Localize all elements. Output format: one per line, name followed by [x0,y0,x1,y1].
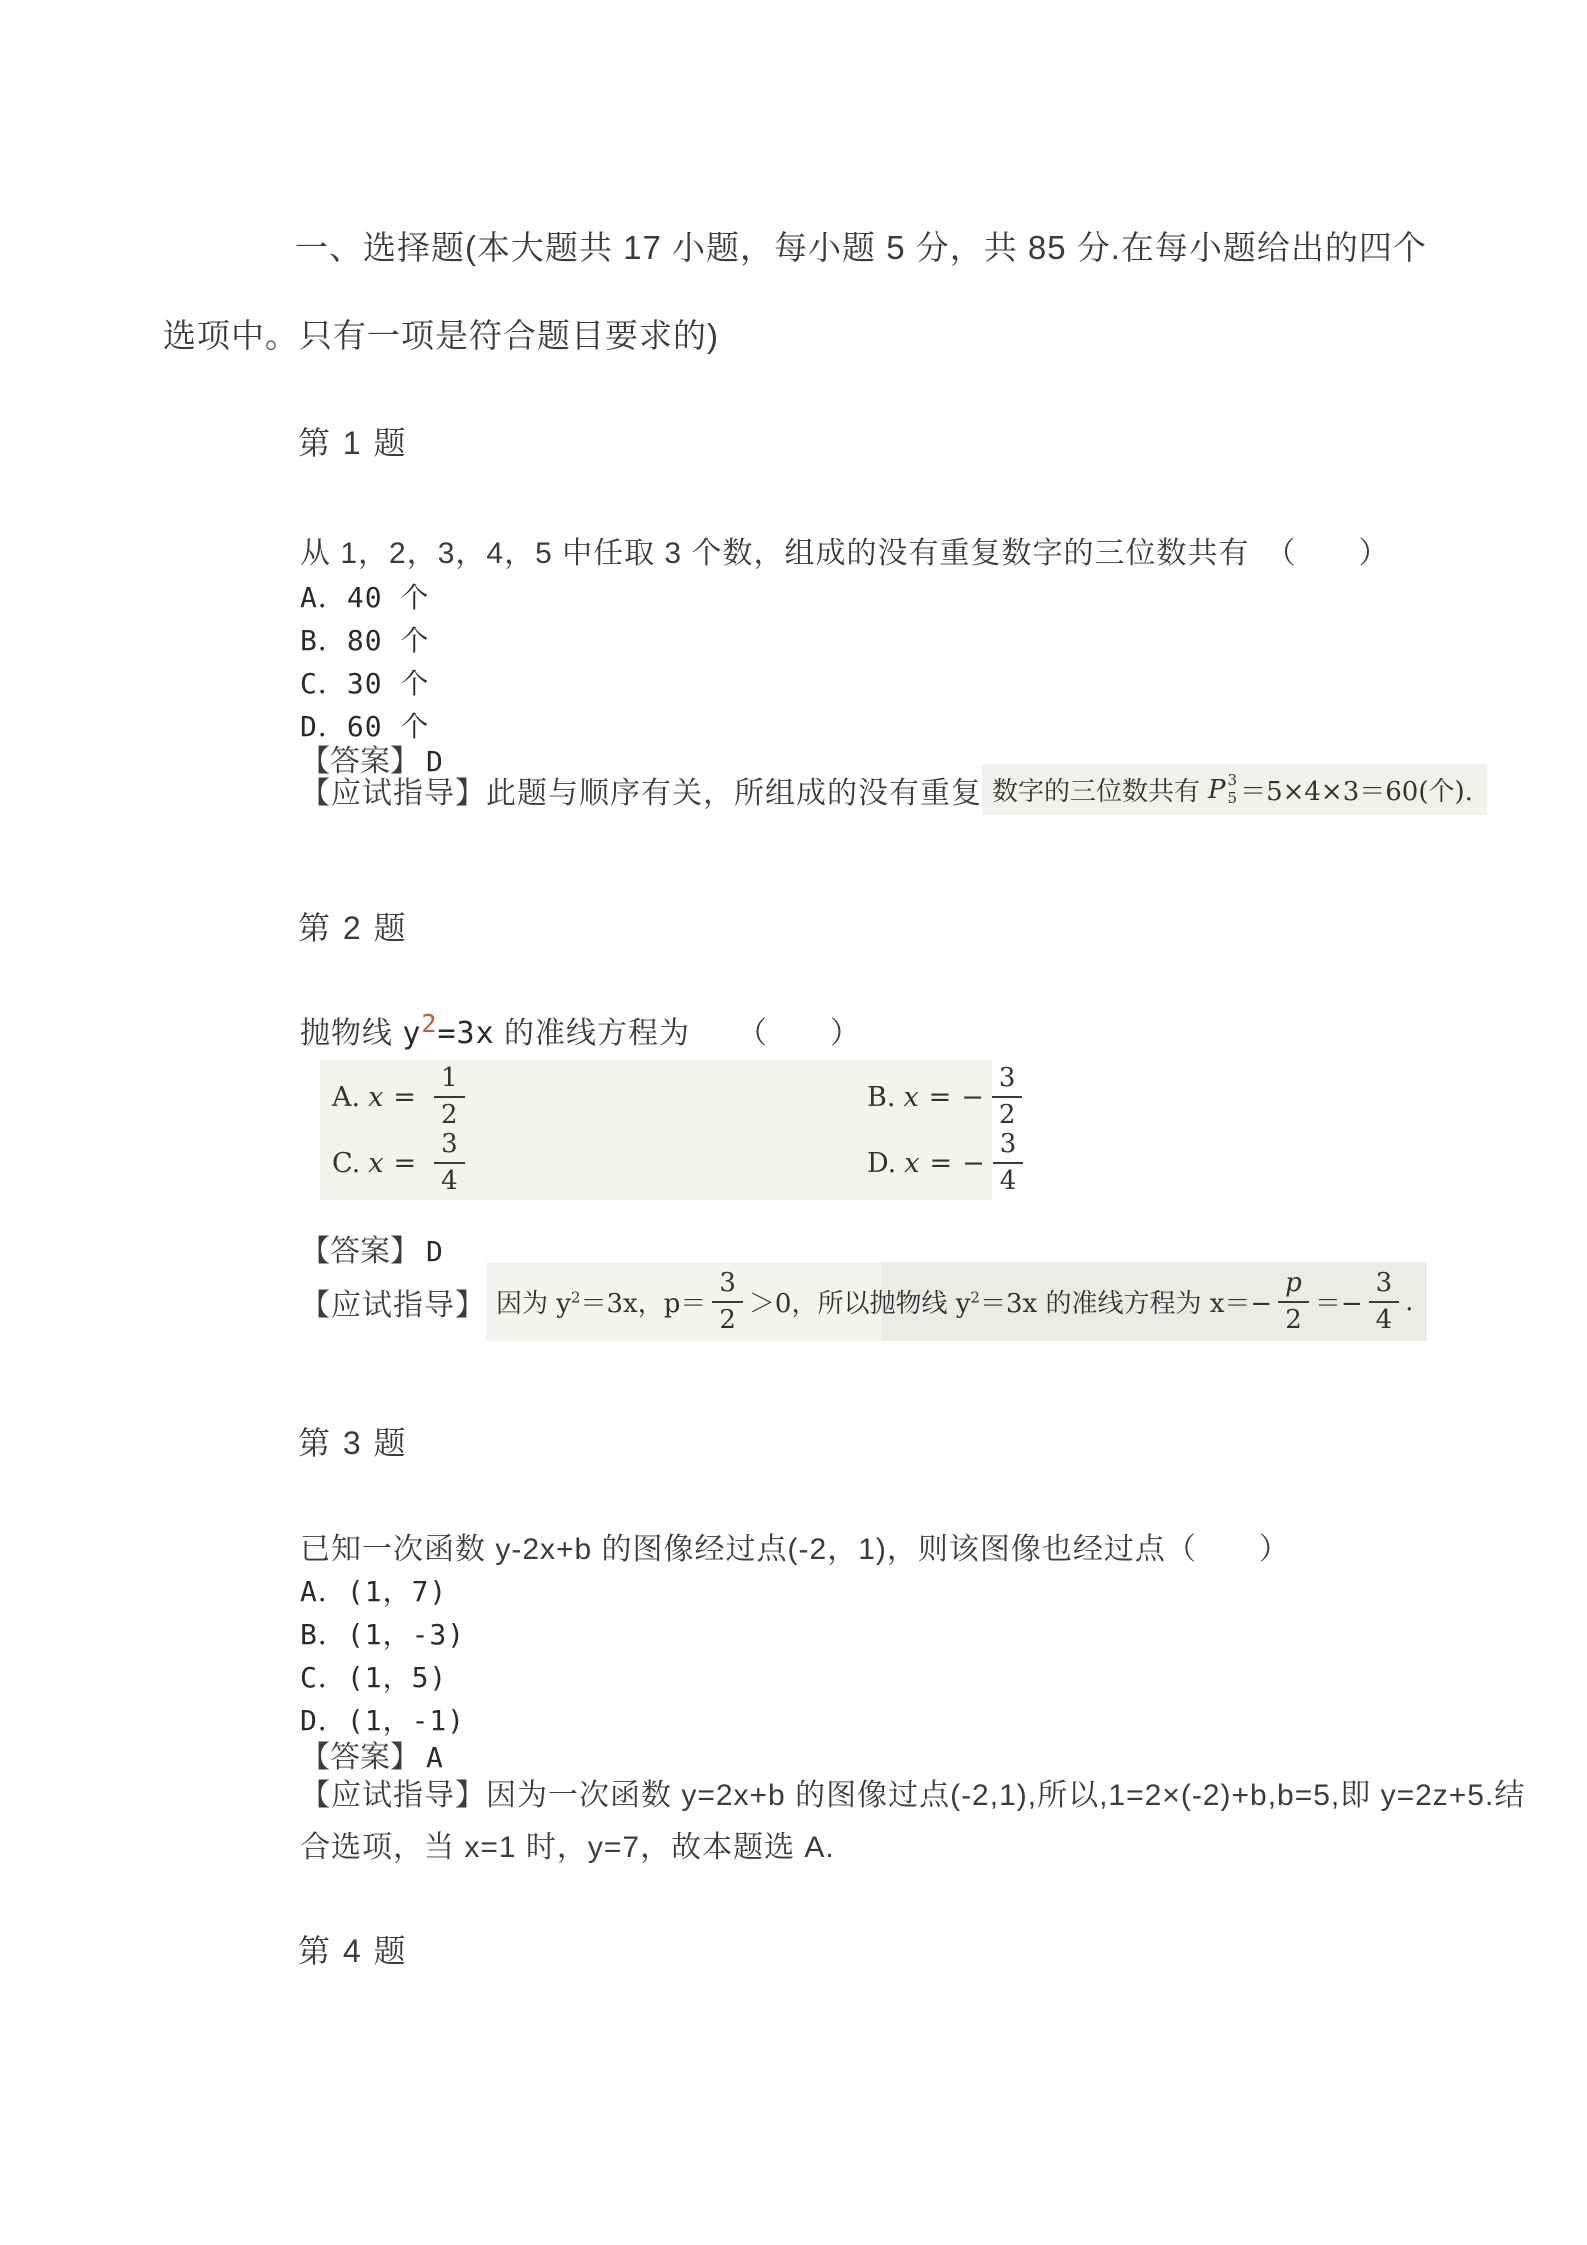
equals-sign: = [393,1147,417,1179]
option-letter: B. [867,1081,896,1113]
question-2-options-image [320,1060,1017,1200]
question-2-guide-line [300,1262,1427,1341]
formula-run: ＝− [1314,1289,1363,1320]
question-1-guide-text: 【应试指导】此题与顺序有关，所组成的没有重复 [300,776,982,810]
question-2-formula-image [486,1262,1427,1341]
section-header-line-1: 一、选择题(本大题共 17 小题，每小题 5 分，共 85 分.在每小题给出的四个 [295,229,1427,266]
question-3-answer-value: A [426,1741,443,1774]
formula-run [496,1283,706,1320]
question-2-option-b [867,1064,1029,1129]
permutation-indices [1228,772,1238,807]
question-3-title: 第 3 题 [298,1425,408,1461]
formula-text: 因为 y [496,1289,571,1320]
answer-label: 【答案】 [300,1235,420,1268]
fraction-numerator: 1 [434,1064,465,1098]
parabola-variable: y [402,1016,422,1051]
fraction [993,1130,1024,1195]
formula-text: ＝3x，p＝ [580,1289,707,1320]
option-variable: x [904,1147,920,1179]
question-1-guide-line [300,764,1487,815]
fraction-numerator: 3 [712,1269,743,1303]
question-1-option-c: C．30 个 [300,667,430,700]
answer-label: 【答案】 [300,745,420,778]
question-3-guide-line-2: 合选项，当 x=1 时，y=7，故本题选 A. [300,1831,835,1864]
equals-sign: = [393,1081,416,1113]
question-3-option-c: C．(1，5) [300,1661,448,1694]
option-variable: x [368,1147,384,1179]
formula-text: ＝3x 的准线方程为 x＝− [979,1289,1273,1320]
question-2-option-d [867,1130,1029,1195]
permutation-symbol: P [1208,774,1226,805]
formula-run [749,1283,1272,1320]
fraction [434,1130,465,1195]
option-letter: D. [867,1147,897,1179]
question-1-option-b: B．80 个 [300,624,430,657]
option-letter: C. [332,1147,361,1179]
fraction-denominator: 2 [719,1304,736,1335]
question-1-formula-image [982,764,1487,815]
fraction-numerator: 3 [1369,1269,1400,1303]
fraction-denominator: 2 [1285,1304,1302,1335]
question-2-text-cn1: 抛物线 [300,1017,403,1050]
question-1-option-a: A．40 个 [300,581,430,614]
option-letter: A. [332,1081,361,1113]
question-3-text: 已知一次函数 y-2x+b 的图像经过点(-2，1)，则该图像也经过点（ ） [300,1533,1290,1566]
option-variable: x [903,1081,919,1113]
fraction [1369,1269,1400,1334]
parabola-exponent: 2 [421,1009,438,1038]
equals-sign: = [928,1081,952,1113]
question-4-title: 第 4 题 [298,1933,408,1969]
question-1-text: 从 1，2，3，4，5 中任取 3 个数，组成的没有重复数字的三位数共有 （ ） [300,537,1390,570]
equals-sign: = [929,1147,953,1179]
fraction [434,1064,465,1129]
fraction-numerator: p [1278,1269,1309,1303]
section-header-line-2: 选项中。只有一项是符合题目要求的) [163,317,719,354]
fraction [1278,1269,1309,1334]
question-3-guide-line-1: 【应试指导】因为一次函数 y=2x+b 的图像过点(-2,1),所以,1=2×(-2)+b,b=5,即 y=2z+5.结 [300,1779,1526,1812]
question-1-title: 第 1 题 [298,425,408,461]
question-3-option-b: B．(1，-3) [300,1618,466,1651]
fraction-denominator: 2 [998,1100,1016,1130]
fraction-numerator: 3 [993,1130,1024,1164]
permutation-superscript: 3 [1227,771,1238,790]
fraction-numerator: 3 [992,1064,1023,1098]
formula-period: . [1405,1286,1414,1317]
exponent: 2 [970,1288,980,1307]
parabola-equation: =3x [437,1016,495,1051]
answer-label: 【答案】 [300,1741,420,1774]
question-2-answer-value: D [426,1235,443,1268]
question-2-option-c [332,1130,867,1195]
fraction [712,1269,743,1334]
fraction-denominator: 4 [1375,1304,1393,1335]
formula-text: 数字的三位数共有 [992,777,1201,807]
minus-sign: − [961,1081,984,1113]
question-3-option-a: A．(1，7) [300,1575,448,1608]
question-2-title: 第 2 题 [298,910,408,946]
fraction-denominator: 2 [440,1100,458,1130]
minus-sign: − [962,1147,985,1179]
fraction-denominator: 4 [999,1166,1017,1196]
option-variable: x [368,1081,384,1113]
guide-label: 【应试指导】 [300,1288,486,1322]
question-2-text [300,1008,861,1052]
exponent: 2 [570,1288,581,1307]
formula-text: ＞0，所以抛物线 y [748,1289,971,1320]
question-1-answer-value: D [426,745,443,778]
question-3-option-d: D．(1，-1) [300,1704,466,1737]
permutation-subscript: 5 [1227,788,1238,807]
question-2-option-a [332,1064,867,1129]
question-1-option-d: D．60 个 [300,710,430,743]
question-2-text-cn2: 的准线方程为 （ ） [494,1017,861,1050]
fraction [992,1064,1023,1129]
fraction-numerator: 3 [434,1130,465,1164]
formula-result: ＝5×4×3＝60(个). [1240,777,1473,807]
fraction-denominator: 4 [441,1166,458,1196]
